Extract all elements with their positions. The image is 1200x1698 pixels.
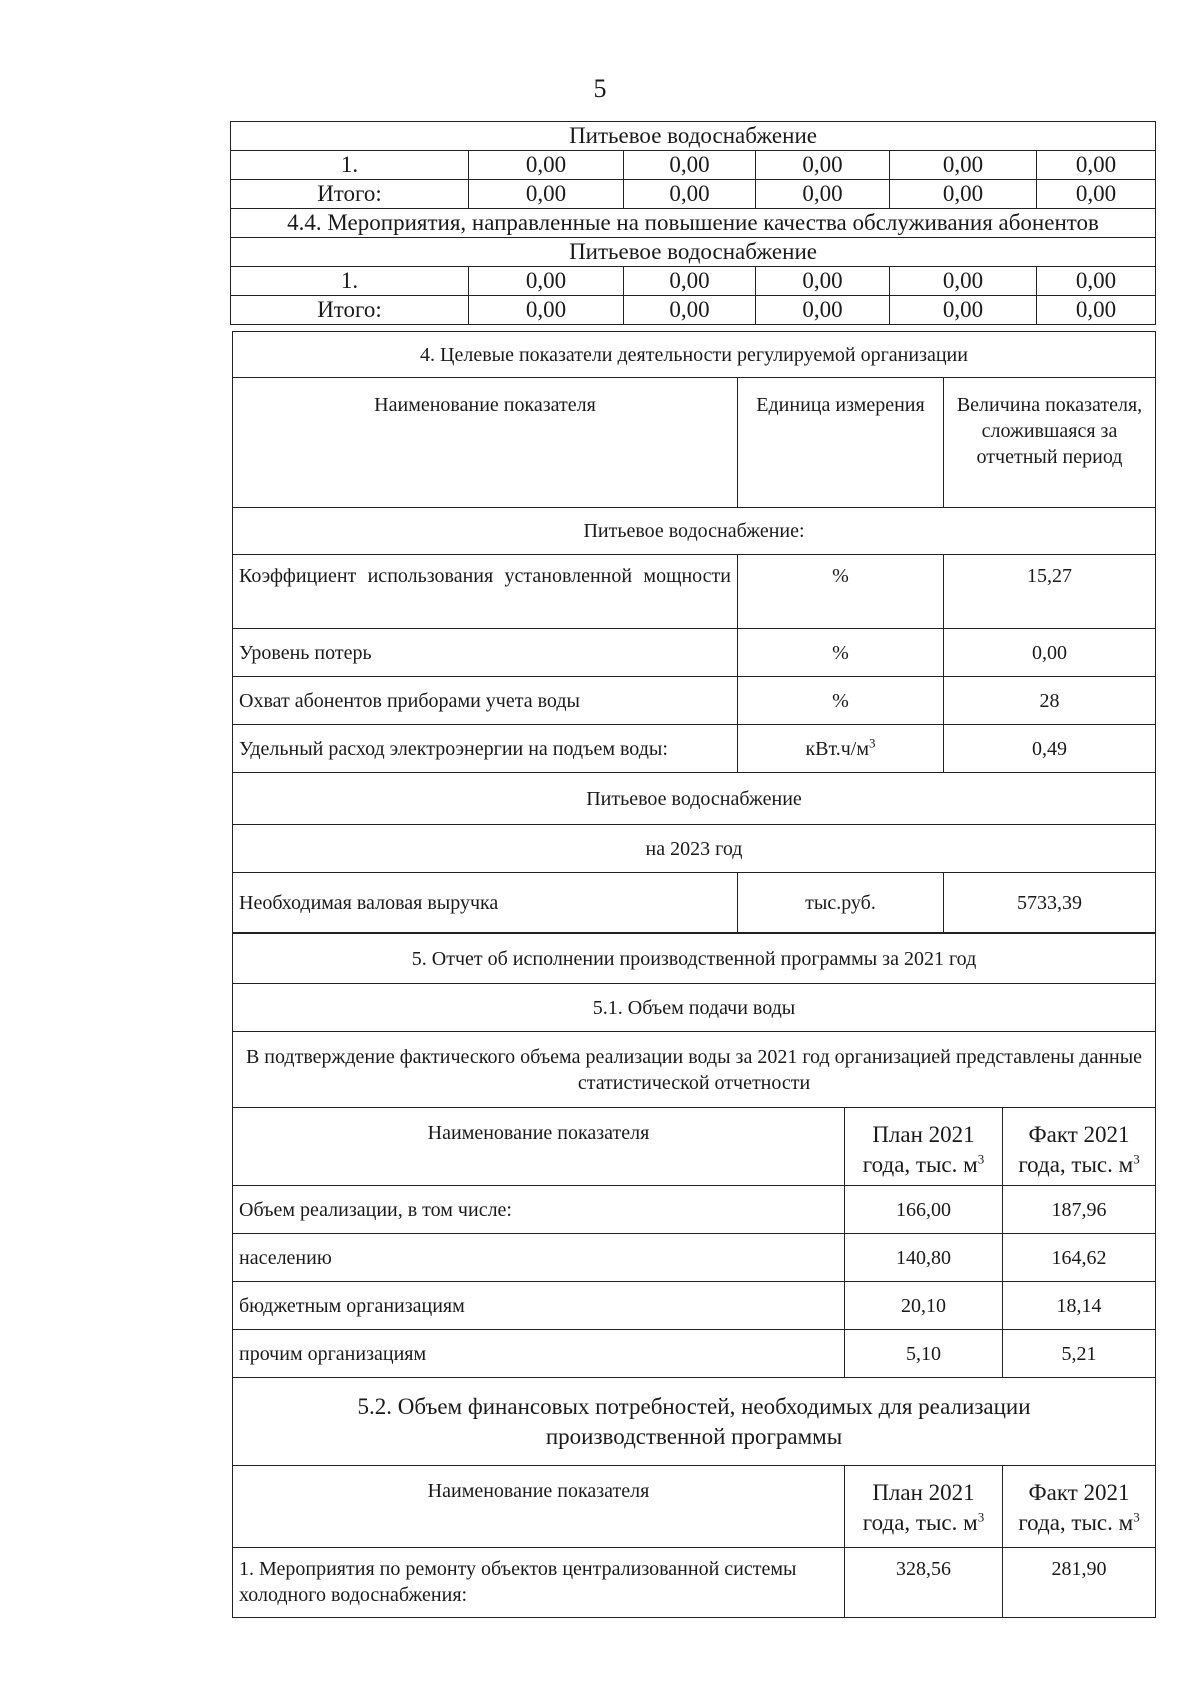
indicator-name: Охват абонентов приборами учета воды (233, 677, 738, 725)
cell-value: 0,00 (624, 151, 756, 180)
column-header-unit: Единица измерения (738, 378, 944, 508)
plan-value: 20,10 (845, 1282, 1003, 1330)
table-row (231, 122, 1156, 151)
block1-header: Питьевое водоснабжение (231, 122, 1156, 151)
column-header-name: Наименование показателя (233, 1466, 845, 1548)
cell-value: 0,00 (624, 267, 756, 296)
fact-header-text: Факт 2021 года, тыс. м (1018, 1122, 1134, 1177)
table-row (233, 677, 1156, 725)
table-row (233, 934, 1156, 984)
section5-title: 5. Отчет об исполнении производственной программы за 2021 год (233, 934, 1156, 984)
total-label: Итого: (231, 180, 469, 209)
table-row (231, 238, 1156, 267)
indicator-value: 15,27 (944, 555, 1156, 629)
table-row (233, 725, 1156, 773)
table-header-row (233, 378, 1156, 508)
program-report-table (232, 933, 1156, 1618)
table-row (233, 555, 1156, 629)
table-row (233, 825, 1156, 873)
table-row (233, 629, 1156, 677)
cell-value: 0,00 (624, 296, 756, 325)
fact-value: 5,21 (1003, 1330, 1156, 1378)
plan-header-text: План 2021 года, тыс. м (862, 1480, 978, 1535)
indicator-name: Уровень потерь (233, 629, 738, 677)
revenue-value: 5733,39 (944, 873, 1156, 933)
target-indicators-table (232, 331, 1156, 933)
fact-value: 18,14 (1003, 1282, 1156, 1330)
column-header-plan (845, 1108, 1003, 1186)
plan-header-text: План 2021 года, тыс. м (862, 1122, 978, 1177)
column-header-name: Наименование показателя (233, 1108, 845, 1186)
unit-superscript: 3 (977, 1151, 985, 1167)
table-row (233, 1234, 1156, 1282)
revenue-name: Необходимая валовая выручка (233, 873, 738, 933)
revenue-unit: тыс.руб. (738, 873, 944, 933)
table-row (233, 773, 1156, 825)
cell-value: 0,00 (1037, 267, 1156, 296)
column-header-name: Наименование показателя (233, 378, 738, 508)
column-header-fact (1003, 1466, 1156, 1548)
indicator-name: Коэффициент использования установленной мощности (233, 555, 738, 629)
indicator-unit: % (738, 555, 944, 629)
table-row (233, 1186, 1156, 1234)
cell-value: 0,00 (624, 180, 756, 209)
indicator-name: прочим организациям (233, 1330, 845, 1378)
cell-value: 0,00 (469, 180, 624, 209)
plan-value: 166,00 (845, 1186, 1003, 1234)
table-row-total (231, 180, 1156, 209)
cell-value: 0,00 (890, 180, 1037, 209)
cell-value: 0,00 (469, 151, 624, 180)
cell-value: 0,00 (1037, 180, 1156, 209)
indicator-name: Объем реализации, в том числе: (233, 1186, 845, 1234)
total-label: Итого: (231, 296, 469, 325)
section52-title: 5.2. Объем финансовых потребностей, необходимых для реализации производственной программы (233, 1378, 1156, 1466)
page-number: 5 (593, 74, 607, 103)
cell-value: 0,00 (1037, 151, 1156, 180)
table-row (231, 267, 1156, 296)
subheader2: Питьевое водоснабжение (233, 773, 1156, 825)
table-row (233, 984, 1156, 1032)
cell-value: 0,00 (469, 267, 624, 296)
cell-value: 0,00 (756, 267, 890, 296)
unit-superscript: 3 (977, 1509, 985, 1525)
block2-header: Питьевое водоснабжение (231, 238, 1156, 267)
indicator-value: 0,00 (944, 629, 1156, 677)
unit-text: кВт.ч/м (805, 737, 870, 760)
unit-superscript: 3 (869, 734, 876, 750)
plan-value: 5,10 (845, 1330, 1003, 1378)
indicator-name: 1. Мероприятия по ремонту объектов централизованной системы холодного водоснабжения: (233, 1548, 845, 1618)
table-row (233, 873, 1156, 933)
cell-value: 0,00 (756, 180, 890, 209)
indicator-name: населению (233, 1234, 845, 1282)
indicator-name: Удельный расход электроэнергии на подъем воды: (233, 725, 738, 773)
fact-value: 281,90 (1003, 1548, 1156, 1618)
table-row (233, 332, 1156, 378)
activities-table (230, 121, 1156, 325)
plan-value: 328,56 (845, 1548, 1003, 1618)
column-header-fact (1003, 1108, 1156, 1186)
subheader: Питьевое водоснабжение: (233, 508, 1156, 555)
table-row-total (231, 296, 1156, 325)
cell-value: 0,00 (469, 296, 624, 325)
unit-superscript: 3 (1133, 1151, 1140, 1167)
row-number: 1. (231, 267, 469, 296)
column-header-value: Величина показателя, сложившаяся за отчетный период (944, 378, 1156, 508)
table-row (231, 151, 1156, 180)
cell-value: 0,00 (890, 296, 1037, 325)
cell-value: 0,00 (756, 151, 890, 180)
section-44-title: 4.4. Мероприятия, направленные на повышение качества обслуживания абонентов (231, 209, 1156, 238)
section51-note: В подтверждение фактического объема реализации воды за 2021 год организацией представлены данные статистической отчетности (233, 1032, 1156, 1108)
indicator-name: бюджетным организациям (233, 1282, 845, 1330)
table-row (233, 1378, 1156, 1466)
year-header: на 2023 год (233, 825, 1156, 873)
cell-value: 0,00 (1037, 296, 1156, 325)
fact-header-text: Факт 2021 года, тыс. м (1018, 1480, 1134, 1535)
table-row (233, 1032, 1156, 1108)
indicator-unit (738, 725, 944, 773)
cell-value: 0,00 (890, 151, 1037, 180)
fact-value: 164,62 (1003, 1234, 1156, 1282)
section51-title: 5.1. Объем подачи воды (233, 984, 1156, 1032)
column-header-plan (845, 1466, 1003, 1548)
unit-superscript: 3 (1133, 1509, 1140, 1525)
table-row (233, 1282, 1156, 1330)
indicator-value: 0,49 (944, 725, 1156, 773)
indicator-unit: % (738, 629, 944, 677)
cell-value: 0,00 (890, 267, 1037, 296)
row-number: 1. (231, 151, 469, 180)
cell-value: 0,00 (756, 296, 890, 325)
table-row (231, 209, 1156, 238)
table-row (233, 1330, 1156, 1378)
table-row (233, 1548, 1156, 1618)
indicator-unit: % (738, 677, 944, 725)
plan-value: 140,80 (845, 1234, 1003, 1282)
indicator-value: 28 (944, 677, 1156, 725)
section4-title: 4. Целевые показатели деятельности регулируемой организации (233, 332, 1156, 378)
fact-value: 187,96 (1003, 1186, 1156, 1234)
table-header-row (233, 1466, 1156, 1548)
table-header-row (233, 1108, 1156, 1186)
table-row (233, 508, 1156, 555)
